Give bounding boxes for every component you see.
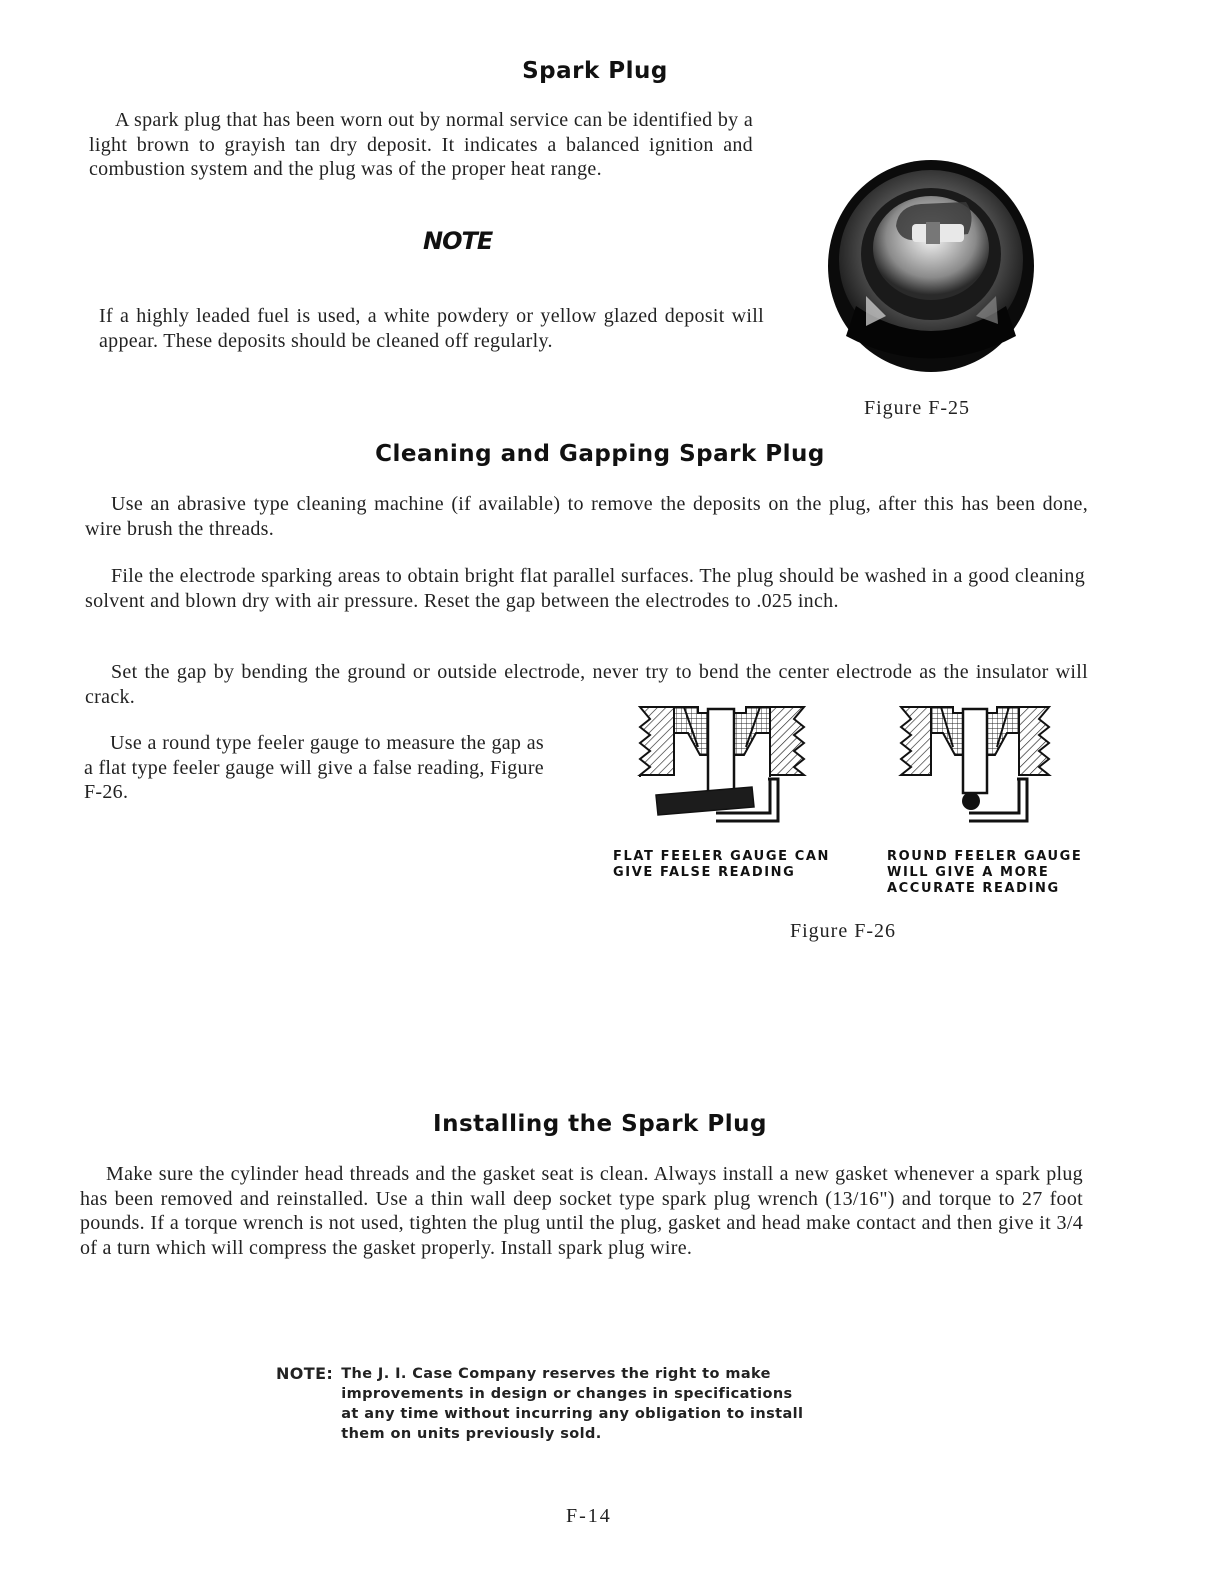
installing-paragraph-text: Make sure the cylinder head threads and the gasket seat is clean. Always install a new gasket whenever a spark plug has been removed and reinstalled. Use a thin wall deep socket type spark plug wrench (13/16") and torque to 27 foot pounds. If a torque wrench is not used, tighten the plug until the plug, gasket and head make contact and then give it 3/4 of a turn which will compress the gasket properly. Install spark plug wire. [80,1163,1083,1259]
spark-plug-photo [826,156,1036,376]
cleaning-paragraph-4-text: Use a round type feeler gauge to measure the gap as a flat type feeler gauge will give a false reading, Figure F-26. [84,732,544,803]
figure-f26-caption: Figure F-26 [790,920,896,942]
flat-gauge-diagram [636,703,808,829]
round-gauge-diagram [897,703,1053,829]
cleaning-paragraph-3 [85,660,1088,709]
note-label: NOTE [423,227,493,255]
round-gauge-caption: ROUND FEELER GAUGE WILL GIVE A MORE ACCURATE READING [887,849,1083,896]
cleaning-paragraph-4 [84,731,544,805]
figure-f25-caption: Figure F-25 [864,397,970,419]
spark-plug-paragraph-text: A spark plug that has been worn out by normal service can be identified by a light brown to grayish tan dry deposit. It indicates a balanced ignition and combustion system and the plug was of the proper heat range. [89,109,753,180]
footer-note-text: The J. I. Case Company reserves the right to make improvements in design or changes in specifications at any time without incurring any obligation to install them on units previously sold. [341,1366,804,1442]
note-paragraph-text: If a highly leaded fuel is used, a white powdery or yellow glazed deposit will appear. These deposits should be cleaned off regularly. [99,305,764,352]
note-paragraph [99,304,764,353]
heading-installing: Installing the Spark Plug [433,1111,767,1137]
page-number: F-14 [566,1505,612,1527]
flat-gauge-graphic [636,703,808,829]
installing-paragraph [80,1162,1083,1260]
flat-gauge-caption: FLAT FEELER GAUGE CAN GIVE FALSE READING [613,849,830,880]
heading-spark-plug: Spark Plug [522,58,668,84]
cleaning-paragraph-2 [85,564,1085,613]
cleaning-paragraph-1-text: Use an abrasive type cleaning machine (if available) to remove the deposits on the plug, after this has been done, wire brush the threads. [85,493,1088,540]
heading-cleaning-gapping: Cleaning and Gapping Spark Plug [375,441,825,467]
spark-plug-photo-graphic [826,156,1036,376]
footer-note-label: NOTE: [276,1364,334,1383]
cleaning-paragraph-3-text: Set the gap by bending the ground or outside electrode, never try to bend the center electrode as the insulator will crack. [85,661,1088,708]
spark-plug-paragraph [89,108,753,182]
cleaning-paragraph-2-text: File the electrode sparking areas to obtain bright flat parallel surfaces. The plug should be washed in a good cleaning solvent and blown dry with air pressure. Reset the gap between the electrodes to .025 inch. [85,565,1085,612]
round-gauge-graphic [897,703,1053,829]
footer-note [276,1364,811,1444]
cleaning-paragraph-1 [85,492,1088,541]
